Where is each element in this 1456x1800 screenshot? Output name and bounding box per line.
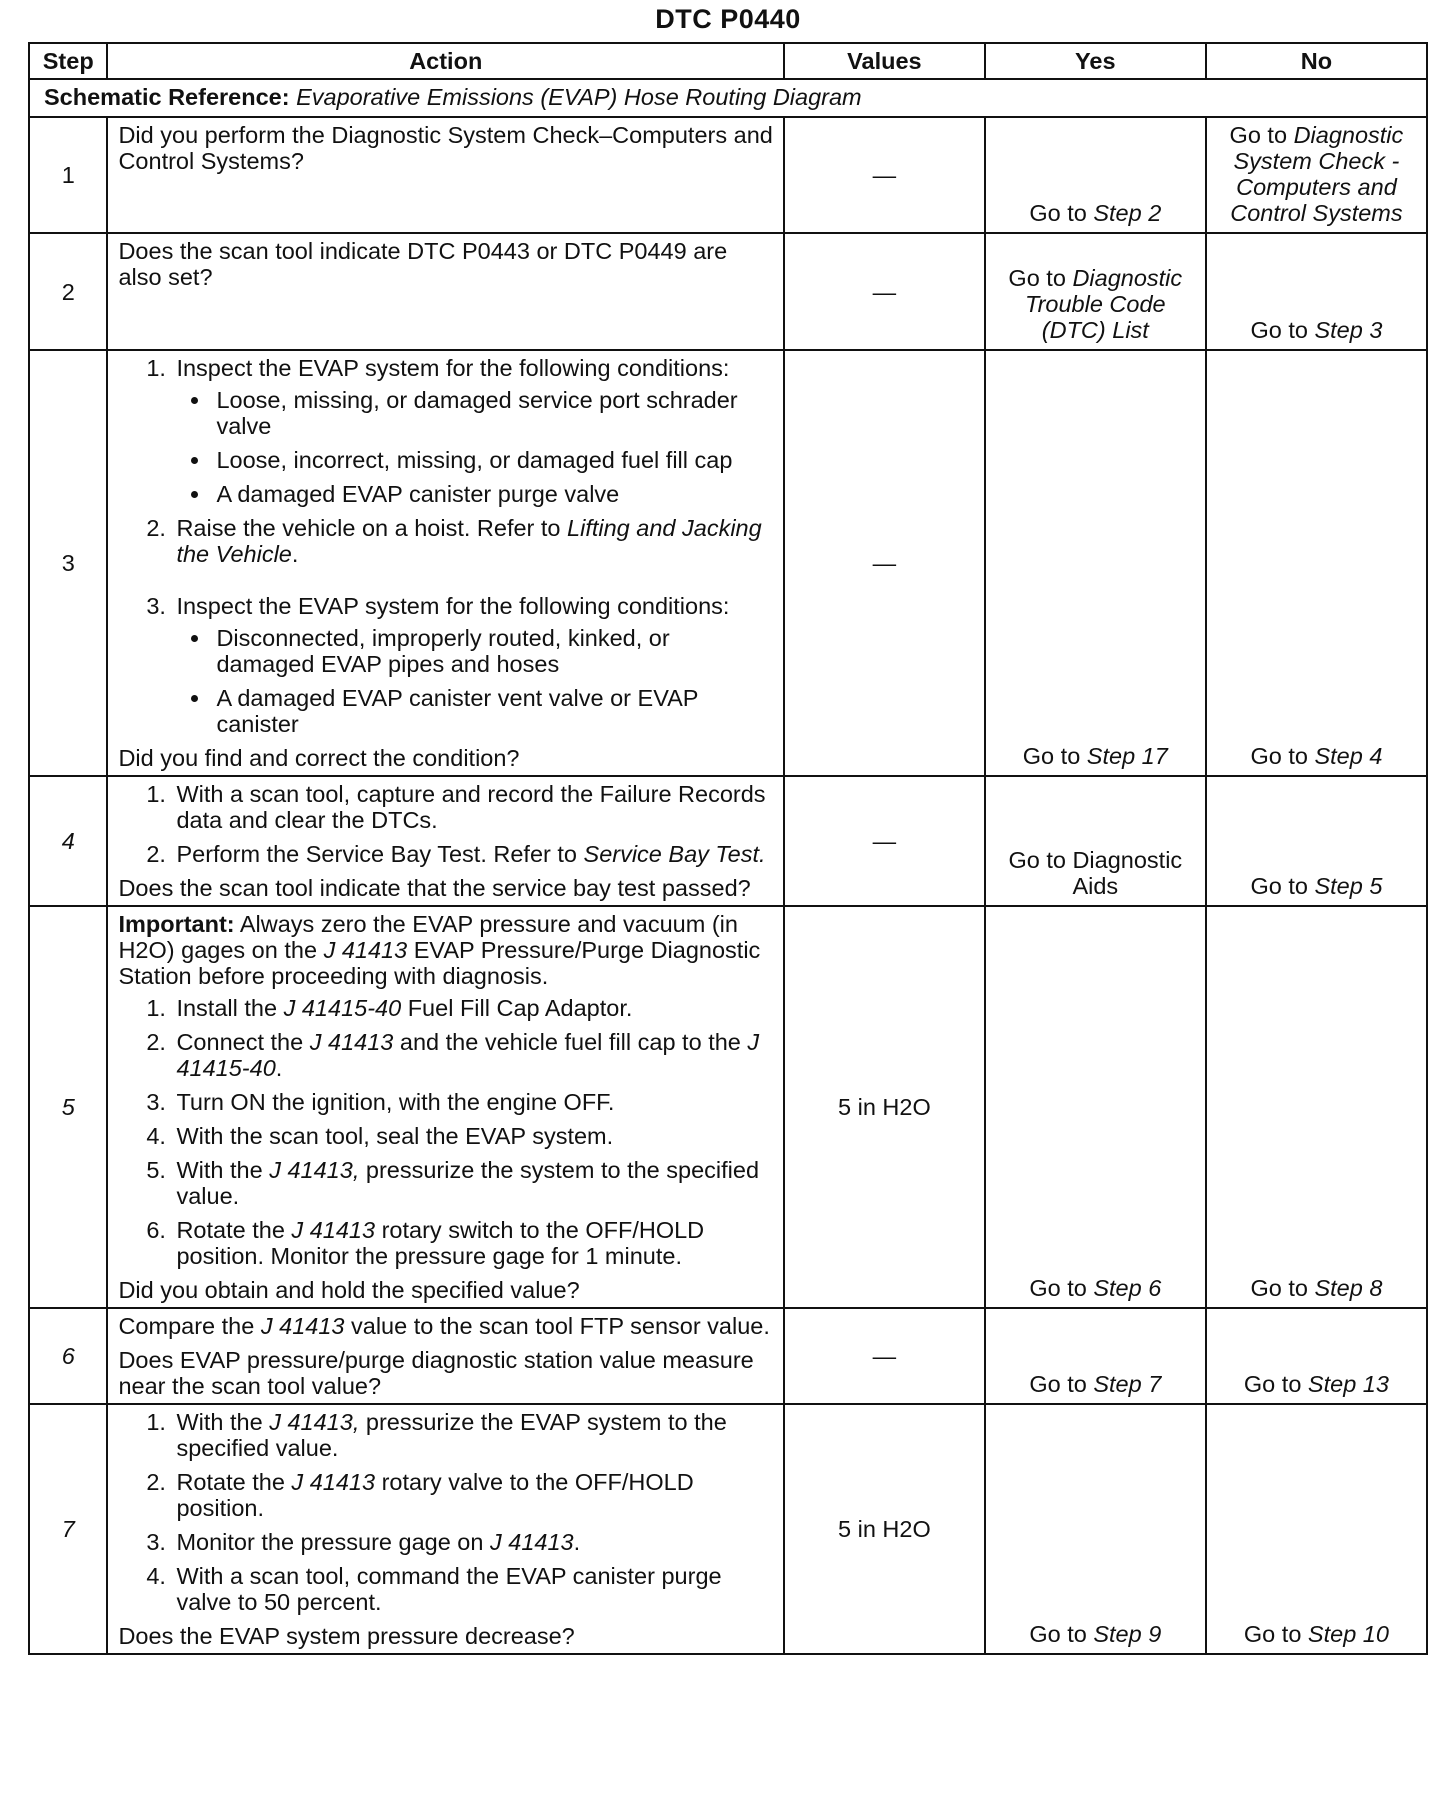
no-link[interactable]: Step 10 <box>1307 1621 1389 1647</box>
schematic-row <box>29 79 1427 117</box>
table-row <box>29 906 1427 1308</box>
table-header-row <box>29 43 1427 79</box>
condition-list <box>176 387 773 507</box>
yes-link[interactable]: Step 9 <box>1093 1621 1162 1647</box>
question-text: Did you find and correct the condition? <box>118 745 520 771</box>
page-title: DTC P0440 <box>655 4 801 34</box>
step-number: 7 <box>29 1404 107 1654</box>
instruction-list <box>118 1409 773 1615</box>
go-to-label: Go to <box>1029 200 1087 226</box>
yes-link[interactable]: Step 2 <box>1093 200 1162 226</box>
important-note: Important: Always zero the EVAP pressure and vacuum (in H2O) gages on the J 41413 EVAP Pressure/Purge Diagnostic Station before proceeding with diagnosis. <box>118 911 761 989</box>
table-row <box>29 117 1427 233</box>
yes-link[interactable]: Diagnostic Trouble Code (DTC) List <box>1024 265 1183 343</box>
yes-cell <box>985 776 1206 906</box>
step-number: 5 <box>29 906 107 1308</box>
action-text: Compare the J 41413 value to the scan tool FTP sensor value. <box>118 1313 770 1339</box>
schematic-reference <box>29 79 1427 117</box>
step-number: 1 <box>29 117 107 233</box>
condition-item: • Loose, missing, or damaged service port schrader valve <box>212 387 773 439</box>
value-cell: — <box>784 117 985 233</box>
header-action: Action <box>107 43 784 79</box>
step-number: 2 <box>29 233 107 350</box>
yes-cell <box>985 350 1206 776</box>
no-cell <box>1206 117 1427 233</box>
instruction-list <box>118 355 773 737</box>
instruction-item: 3. Inspect the EVAP system for the following conditions: • Disconnected, improperly routed, kinked, or damaged EVAP pipes and hoses • A damaged EVAP canister vent valve or EVAP canister <box>172 593 773 737</box>
go-to-label: Go to <box>1029 1275 1087 1301</box>
yes-cell <box>985 233 1206 350</box>
condition-item: • A damaged EVAP canister vent valve or EVAP canister <box>212 685 773 737</box>
go-to-label: Go to <box>1250 743 1308 769</box>
header-yes: Yes <box>985 43 1206 79</box>
action-cell <box>107 117 784 233</box>
table-row <box>29 776 1427 906</box>
yes-link[interactable]: Step 6 <box>1093 1275 1162 1301</box>
go-to-label: Go to <box>1229 122 1288 148</box>
instruction-list <box>118 781 773 867</box>
action-cell <box>107 1404 784 1654</box>
instruction-item: 2. Connect the J 41413 and the vehicle fuel fill cap to the J 41415-40. <box>172 1029 773 1081</box>
yes-link[interactable]: Step 7 <box>1093 1371 1162 1397</box>
yes-cell <box>985 1308 1206 1404</box>
go-to-label: Go to <box>1250 317 1308 343</box>
yes-cell <box>985 1404 1206 1654</box>
instruction-item: 3. Monitor the pressure gage on J 41413. <box>172 1529 773 1555</box>
table-row <box>29 233 1427 350</box>
step-number: 6 <box>29 1308 107 1404</box>
no-link[interactable]: Step 3 <box>1314 317 1383 343</box>
yes-cell <box>985 906 1206 1308</box>
header-step: Step <box>29 43 107 79</box>
value-cell: — <box>784 1308 985 1404</box>
reference-link[interactable]: Lifting and Jacking the Vehicle <box>176 515 762 567</box>
question-text: Did you obtain and hold the specified value? <box>118 1277 580 1303</box>
header-no: No <box>1206 43 1427 79</box>
value-cell: 5 in H2O <box>784 906 985 1308</box>
instruction-item: 5. With the J 41413, pressurize the system to the specified value. <box>172 1157 773 1209</box>
action-cell <box>107 233 784 350</box>
go-to-label: Go to <box>1029 1621 1087 1647</box>
question-text: Does the scan tool indicate that the service bay test passed? <box>118 875 751 901</box>
instruction-item: 4. With a scan tool, command the EVAP canister purge valve to 50 percent. <box>172 1563 773 1615</box>
action-cell <box>107 906 784 1308</box>
value-cell: — <box>784 233 985 350</box>
no-cell <box>1206 906 1427 1308</box>
no-cell <box>1206 1404 1427 1654</box>
value-cell: — <box>784 776 985 906</box>
question-text: Does the EVAP system pressure decrease? <box>118 1623 575 1649</box>
instruction-item: 2. Rotate the J 41413 rotary valve to the OFF/HOLD position. <box>172 1469 773 1521</box>
reference-link[interactable]: Service Bay Test. <box>583 841 766 867</box>
no-link[interactable]: Step 5 <box>1314 873 1383 899</box>
instruction-item: 4. With the scan tool, seal the EVAP system. <box>172 1123 773 1149</box>
go-to-label: Go to <box>1243 1371 1302 1397</box>
step-number: 3 <box>29 350 107 776</box>
action-text: Did you perform the Diagnostic System Check–Computers and Control Systems? <box>118 122 773 174</box>
no-cell <box>1206 776 1427 906</box>
table-row <box>29 1404 1427 1654</box>
action-cell <box>107 350 784 776</box>
go-to-label: Go to <box>1250 873 1308 899</box>
condition-list <box>176 625 773 737</box>
instruction-item: 6. Rotate the J 41413 rotary switch to the OFF/HOLD position. Monitor the pressure gage for 1 minute. <box>172 1217 773 1269</box>
no-link[interactable]: Step 8 <box>1314 1275 1383 1301</box>
header-values: Values <box>784 43 985 79</box>
tool-ref: J 41413 <box>323 937 408 963</box>
action-cell <box>107 776 784 906</box>
schematic-link[interactable]: Evaporative Emissions (EVAP) Hose Routing Diagram <box>296 84 862 110</box>
go-to-label: Go to <box>1243 1621 1302 1647</box>
condition-item: • Disconnected, improperly routed, kinked, or damaged EVAP pipes and hoses <box>212 625 773 677</box>
instruction-item: 3. Turn ON the ignition, with the engine OFF. <box>172 1089 773 1115</box>
yes-cell <box>985 117 1206 233</box>
action-cell <box>107 1308 784 1404</box>
no-link[interactable]: Diagnostic System Check - Computers and Control Systems <box>1230 122 1404 226</box>
no-link[interactable]: Step 4 <box>1314 743 1383 769</box>
no-cell <box>1206 233 1427 350</box>
go-to-label: Go to <box>1008 265 1066 291</box>
action-text: Does the scan tool indicate DTC P0443 or DTC P0449 are also set? <box>118 238 728 290</box>
instruction-item: 1. With a scan tool, capture and record the Failure Records data and clear the DTCs. <box>172 781 773 833</box>
instruction-item: 1. With the J 41413, pressurize the EVAP system to the specified value. <box>172 1409 773 1461</box>
instruction-item: 2. Raise the vehicle on a hoist. Refer to Lifting and Jacking the Vehicle. <box>172 515 773 567</box>
table-row <box>29 350 1427 776</box>
no-cell <box>1206 350 1427 776</box>
condition-item: • A damaged EVAP canister purge valve <box>212 481 773 507</box>
go-to-label: Go to <box>1250 1275 1308 1301</box>
no-cell <box>1206 1308 1427 1404</box>
schematic-label: Schematic Reference: <box>44 84 290 110</box>
go-to-label: Go to <box>1022 743 1081 769</box>
table-row <box>29 1308 1427 1404</box>
instruction-item: 2. Perform the Service Bay Test. Refer to Service Bay Test. <box>172 841 773 867</box>
value-cell: 5 in H2O <box>784 1404 985 1654</box>
instruction-item: 1. Inspect the EVAP system for the following conditions: • Loose, missing, or damaged service port schrader valve • Loose, incorrect, missing, or damaged fuel fill cap • A damaged EVAP canister purge valve <box>172 355 773 507</box>
condition-item: • Loose, incorrect, missing, or damaged fuel fill cap <box>212 447 773 473</box>
yes-link[interactable]: Step 17 <box>1086 743 1168 769</box>
instruction-list <box>118 995 773 1269</box>
value-cell: — <box>784 350 985 776</box>
instruction-item: 1. Install the J 41415-40 Fuel Fill Cap Adaptor. <box>172 995 773 1021</box>
diagnostic-table <box>28 42 1428 1655</box>
step-number: 4 <box>29 776 107 906</box>
question-text: Does EVAP pressure/purge diagnostic station value measure near the scan tool value? <box>118 1347 754 1399</box>
no-link[interactable]: Step 13 <box>1307 1371 1389 1397</box>
go-to-label: Go to <box>1029 1371 1087 1397</box>
yes-link[interactable]: Go to Diagnostic Aids <box>1008 847 1183 899</box>
